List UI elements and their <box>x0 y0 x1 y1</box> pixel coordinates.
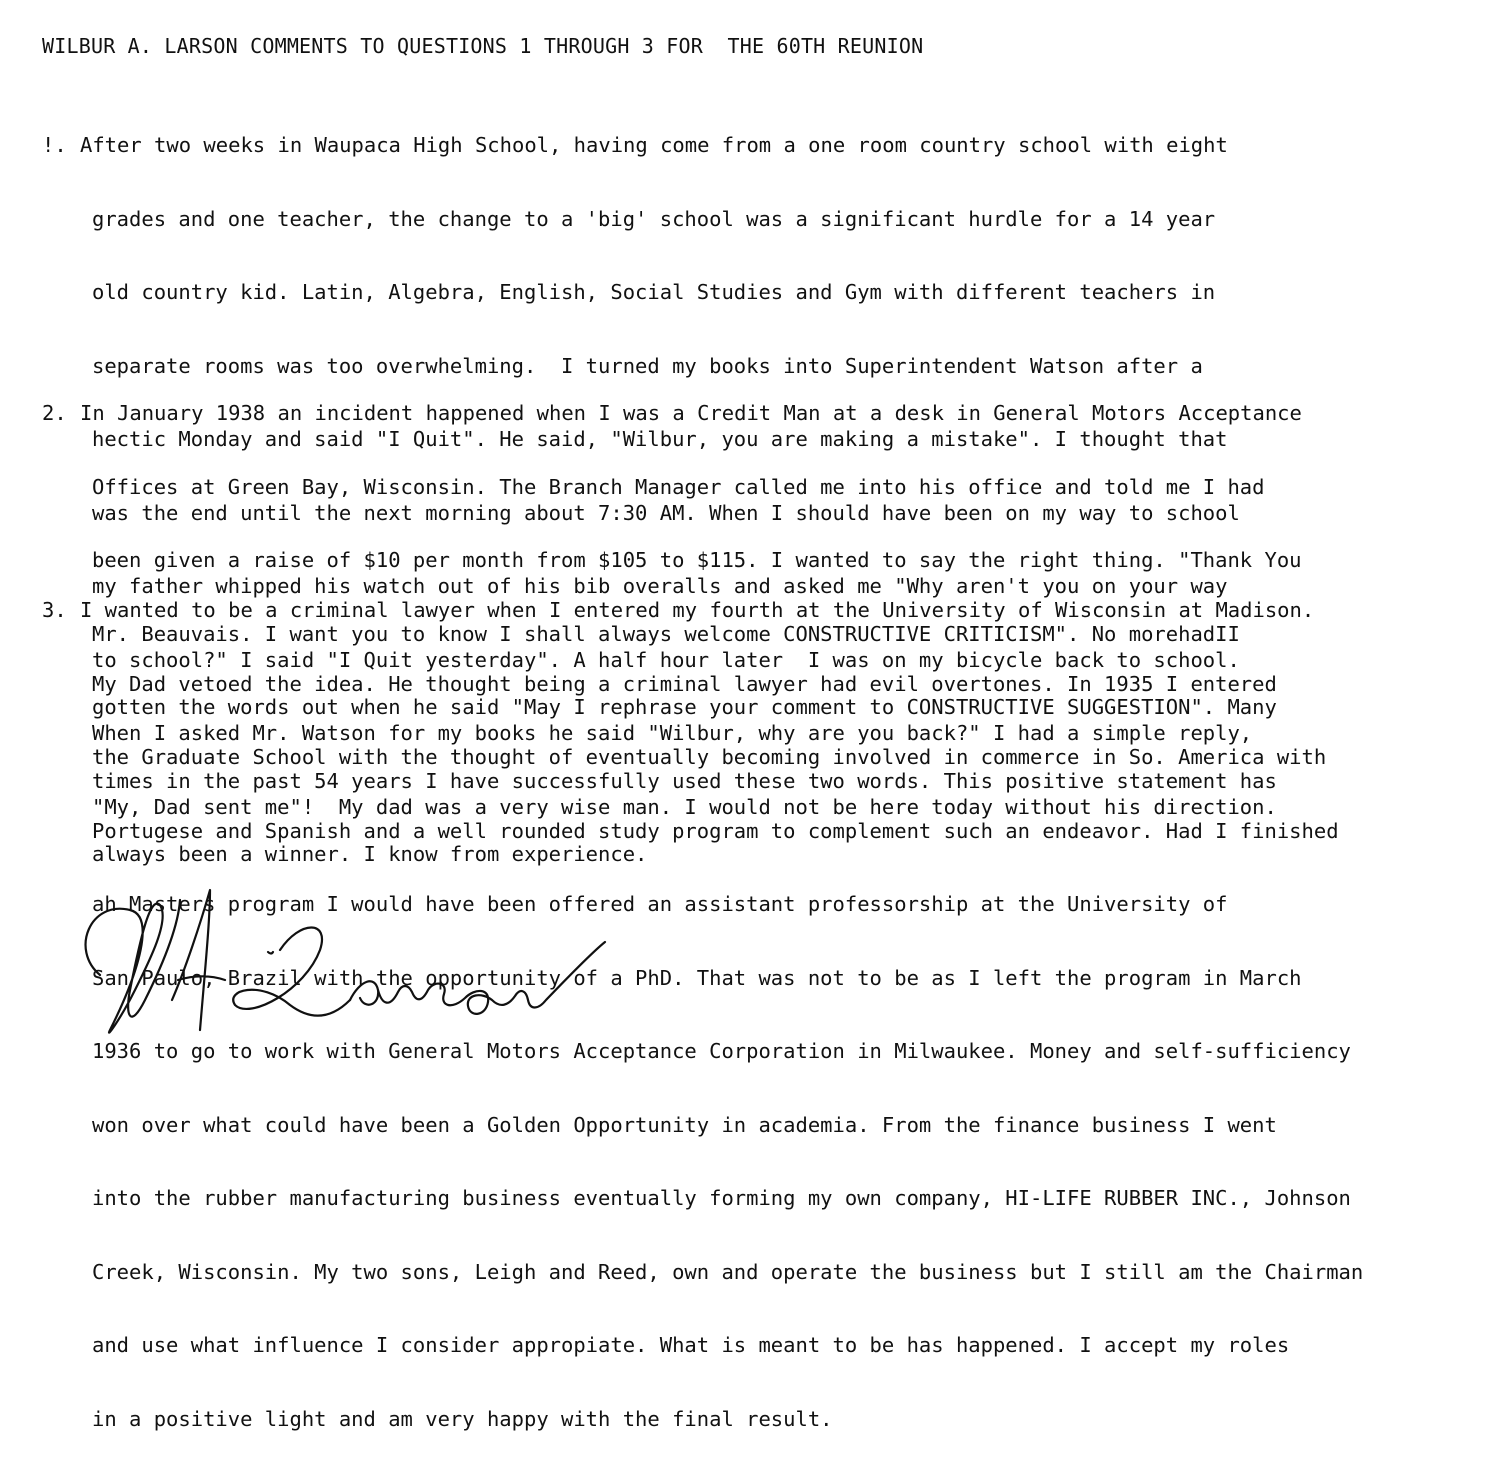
answer-line: hectic Monday and said "I Quit". He said, "Wilbur, you are making a mistake". I thought that <box>92 427 1228 451</box>
answer-line: grades and one teacher, the change to a 'big' school was a significant hurdle for a 14 year <box>92 206 1216 231</box>
answer-line: into the rubber manufacturing business eventually forming my own company, HI-LIFE RUBBER INC., Johnson <box>92 1186 1351 1210</box>
answer-line: won over what could have been a Golden Opportunity in academia. From the finance business I went <box>92 1112 1277 1137</box>
answer-number: !. <box>42 133 67 157</box>
answer-line: been given a raise of $10 per month from $105 to $115. I wanted to say the right thing. "Thank You <box>92 548 1302 572</box>
handwritten-signature <box>60 880 620 1060</box>
answer-line: 2. In January 1938 an incident happened when I was a Credit Man at a desk in General Motors Acceptance <box>42 401 1302 425</box>
answer-line: the Graduate School with the thought of eventually becoming involved in commerce in So. America with <box>92 745 1327 769</box>
answer-line: Creek, Wisconsin. My two sons, Leigh and Reed, own and operate the business but I still am the Chairman <box>92 1259 1364 1284</box>
document-title: WILBUR A. LARSON COMMENTS TO QUESTIONS 1 THROUGH 3 FOR THE 60TH REUNION <box>42 34 924 58</box>
answer-line: and use what influence I consider appropiate. What is meant to be has happened. I accept my roles <box>92 1333 1290 1357</box>
answer-line: old country kid. Latin, Algebra, English, Social Studies and Gym with different teachers in <box>92 280 1216 304</box>
answer-line: times in the past 54 years I have successfully used these two words. This positive statement has <box>92 768 1277 793</box>
answer-number: 2. <box>42 401 67 425</box>
answer-line: always been a winner. I know from experience. <box>92 842 648 866</box>
answer-line: Portugese and Spanish and a well rounded study program to complement such an endeavor. Had I finished <box>92 818 1339 843</box>
answer-line: 1936 to go to work with General Motors Acceptance Corporation in Milwaukee. Money and self-sufficiency <box>92 1039 1351 1063</box>
answer-line: in a positive light and am very happy with the final result. <box>92 1406 833 1431</box>
answer-line: "My, Dad sent me"! My dad was a very wise man. I would not be here today without his direction. <box>92 794 1277 819</box>
answer-line: !. After two weeks in Waupaca High School, having come from a one room country school with eight <box>42 133 1228 157</box>
answer-number: 3. <box>42 598 67 622</box>
answer-line: My Dad vetoed the idea. He thought being a criminal lawyer had evil overtones. In 1935 I entered <box>92 671 1277 696</box>
answer-line: to school?" I said "I Quit yesterday". A half hour later I was on my bicycle back to school. <box>92 647 1240 672</box>
answer-line: ah Masters program I would have been offered an assistant professorship at the University of <box>92 892 1228 916</box>
answer-line: 3. I wanted to be a criminal lawyer when I entered my fourth at the University of Wisconsin at Madison. <box>42 598 1315 622</box>
answer-line: When I asked Mr. Watson for my books he said "Wilbur, why are you back?" I had a simple reply, <box>92 721 1253 745</box>
answer-line: separate rooms was too overwhelming. I turned my books into Superintendent Watson after a <box>92 353 1203 378</box>
answer-line: Offices at Green Bay, Wisconsin. The Branch Manager called me into his office and told me I had <box>92 474 1265 499</box>
answer-line: gotten the words out when he said "May I rephrase your comment to CONSTRUCTIVE SUGGESTION". Many <box>92 695 1277 719</box>
answer-line: Mr. Beauvais. I want you to know I shall always welcome CONSTRUCTIVE CRITICISM". No morehadII <box>92 621 1240 646</box>
answer-line: was the end until the next morning about 7:30 AM. When I should have been on my way to school <box>92 500 1240 525</box>
answer-line: my father whipped his watch out of his bib overalls and asked me "Why aren't you on your way <box>92 574 1228 598</box>
answer-line: San Paulo, Brazil with the opportunity of a PhD. That was not to be as I left the program in March <box>92 965 1302 990</box>
